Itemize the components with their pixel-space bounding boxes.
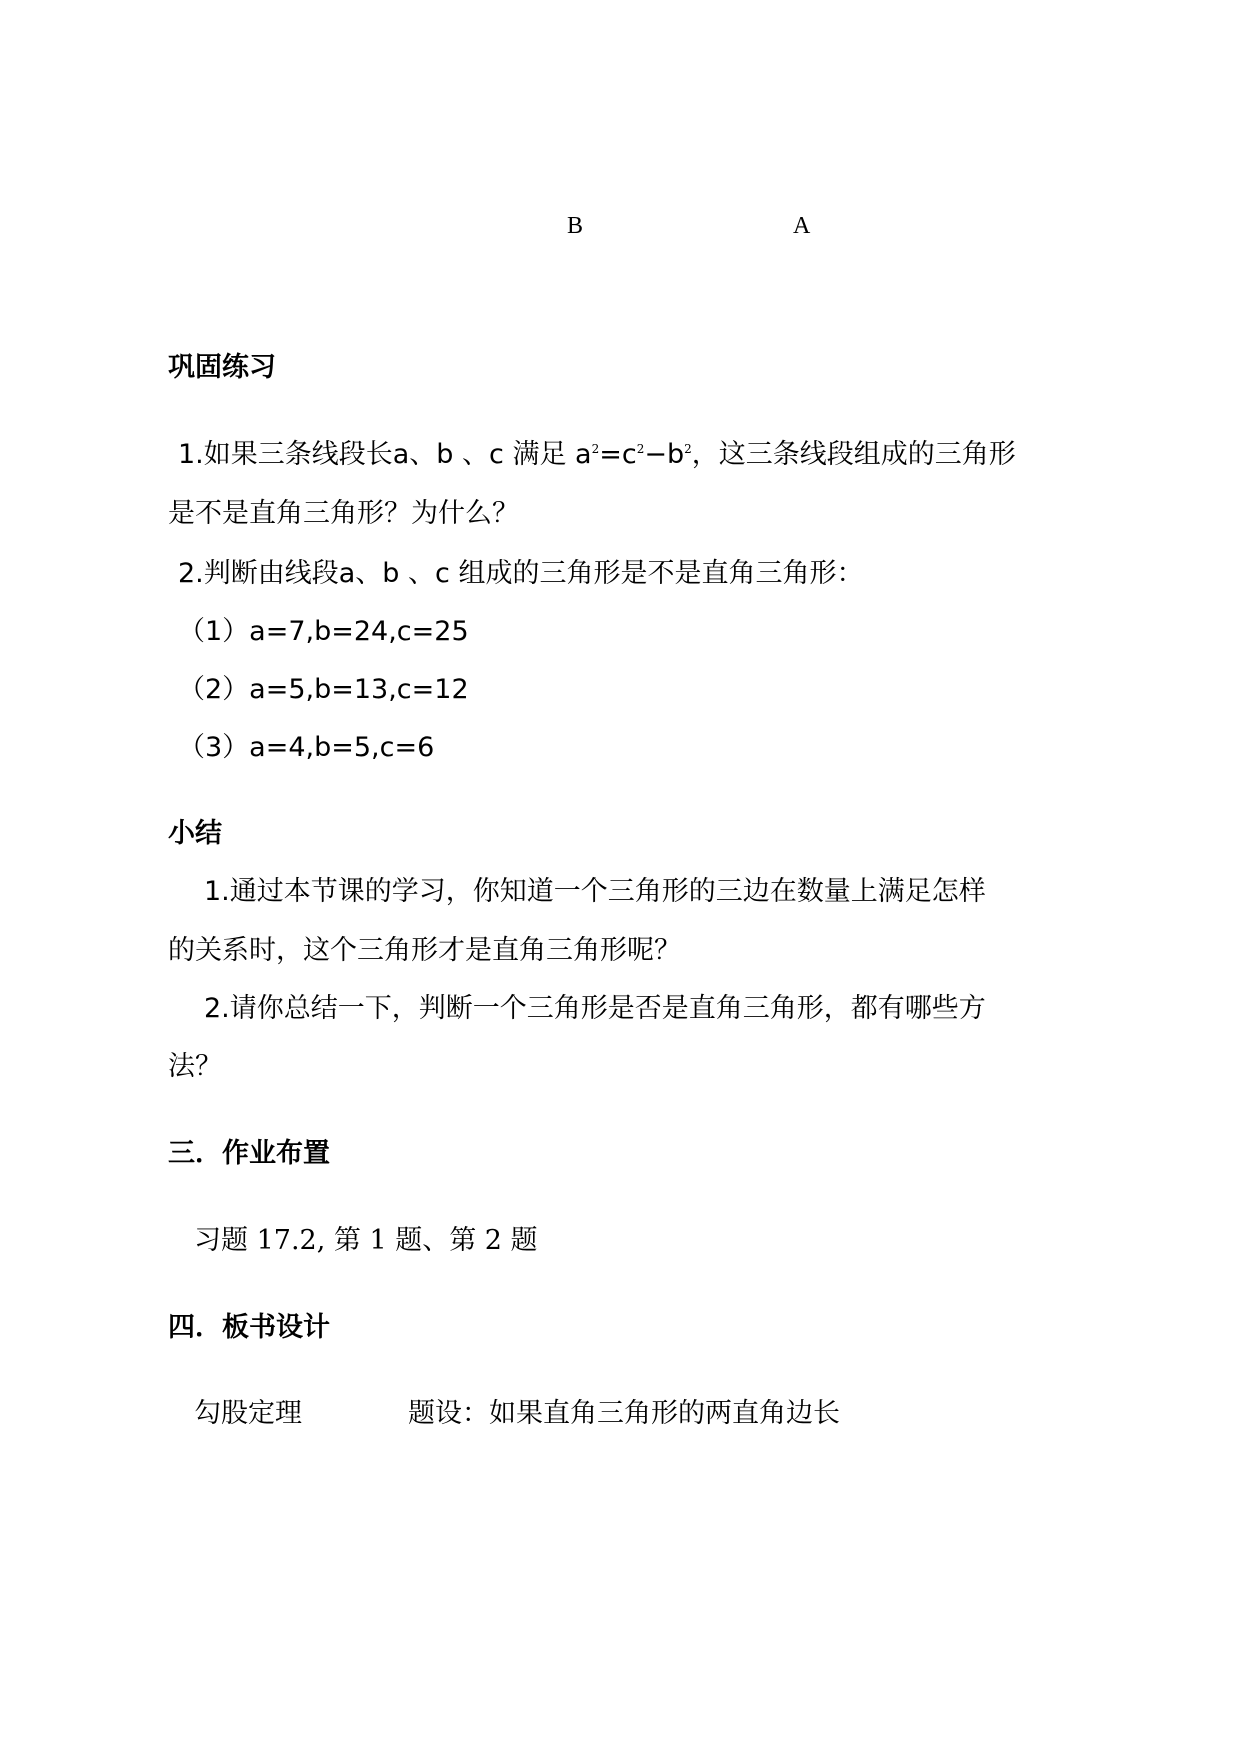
q1-sup-2: 2 [636,442,645,456]
question-1-line-2: 是不是直角三角形？为什么？ [168,498,519,529]
board-left-text: 勾股定理 [194,1398,302,1429]
q1-sup-1: 2 [591,442,600,456]
summary-paragraph-2-line-2: 法？ [168,1051,222,1082]
homework-text: 习题 17.2, 第 1 题、第 2 题 [194,1225,538,1256]
q1-sup-3: 2 [684,442,692,456]
summary-paragraph-2-line-1: 2.请你总结一下，判断一个三角形是否是直角三角形，都有哪些方 [204,993,986,1024]
homework-heading: 三．作业布置 [168,1138,330,1169]
q1-part-c: −b [644,439,685,470]
summary-paragraph-1-line-2: 的关系时，这个三角形才是直角三角形呢？ [168,935,681,966]
summary-paragraph-1-line-1: 1.通过本节课的学习，你知道一个三角形的三边在数量上满足怎样 [204,876,986,907]
consolidation-heading: 巩固练习 [168,352,276,383]
board-right-text: 题设：如果直角三角形的两直角边长 [408,1398,840,1429]
question-1-line-1 [178,437,1016,473]
figure-label-b: B [567,213,584,239]
q1-part-a: 1.如果三条线段长a、b 、c 满足 a [178,439,592,470]
question-2-item: （2）a=5,b=13,c=12 [178,674,469,705]
question-2-item: （1）a=7,b=24,c=25 [178,616,469,647]
question-2-intro: 2.判断由线段a、b 、c 组成的三角形是不是直角三角形： [178,558,864,589]
board-design-heading: 四．板书设计 [168,1312,330,1343]
summary-heading: 小结 [168,818,222,849]
question-2-item: （3）a=4,b=5,c=6 [178,732,435,763]
q1-part-d: ，这三条线段组成的三角形 [691,439,1016,470]
figure-label-a: A [793,213,811,239]
q1-part-b: =c [599,439,637,470]
